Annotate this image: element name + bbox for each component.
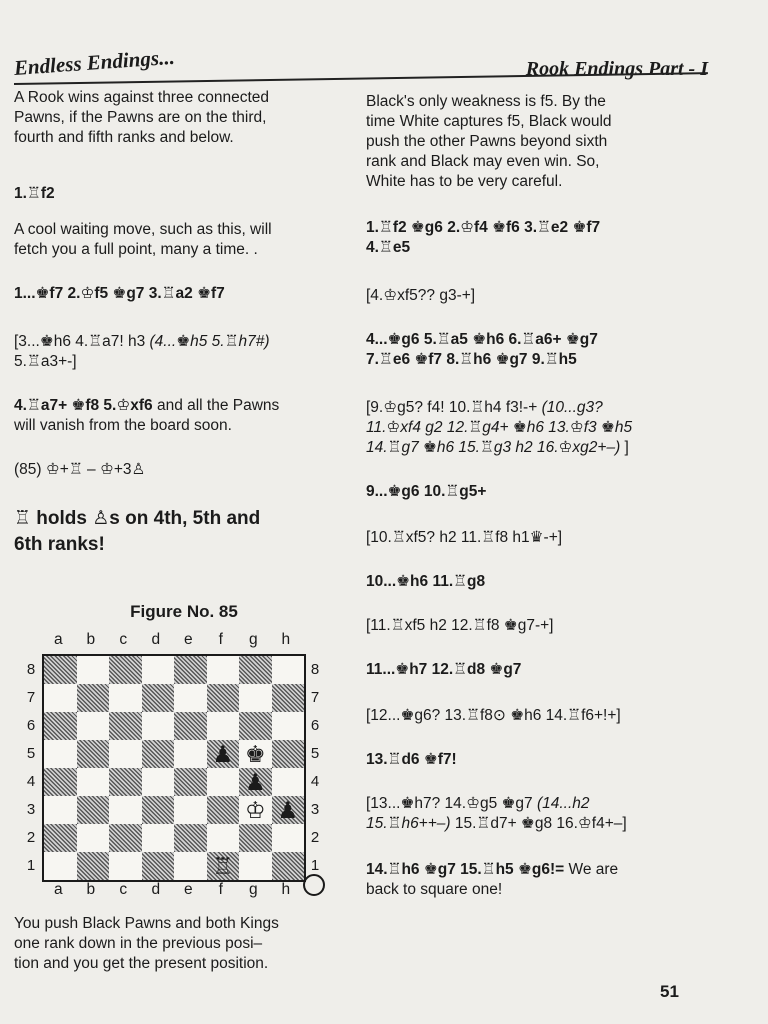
- square-f8: [207, 656, 240, 684]
- file-label: a: [53, 631, 63, 648]
- square-b1: [77, 852, 110, 880]
- square-h1: [272, 852, 305, 880]
- text-line: 5.♖a3+-]: [14, 353, 77, 370]
- rank-label: 7: [26, 689, 36, 706]
- chess-piece-icon: ♟: [277, 796, 299, 823]
- rank-label: 8: [26, 661, 36, 678]
- square-c2: [109, 824, 142, 852]
- move-line: 1.♖f2: [14, 185, 55, 202]
- file-label: b: [86, 881, 96, 898]
- text-span: [3...♚h6 4.♖a7! h3: [14, 333, 150, 350]
- square-e4: [174, 768, 207, 796]
- square-h8: [272, 656, 305, 684]
- book-title: Endless Endings...: [13, 44, 176, 80]
- side-to-move-circle-icon: [303, 874, 325, 896]
- text-span: [13...♚h7? 14.♔g5 ♚g7: [366, 795, 537, 812]
- rank-label: 2: [26, 829, 36, 846]
- square-a7: [44, 684, 77, 712]
- square-g8: [239, 656, 272, 684]
- square-a3: [44, 796, 77, 824]
- rank-label: 6: [310, 717, 320, 734]
- square-e8: [174, 656, 207, 684]
- square-b3: [77, 796, 110, 824]
- rank-label: 5: [26, 745, 36, 762]
- square-c1: [109, 852, 142, 880]
- square-g5: [239, 740, 272, 768]
- text-line: one rank down in the previous posi–: [14, 935, 263, 952]
- square-b4: [77, 768, 110, 796]
- text-line: push the other Pawns beyond sixth: [366, 133, 608, 150]
- chapter-title: Rook Endings Part - I: [525, 58, 708, 80]
- move-line: 11...♚h7 12.♖d8 ♚g7: [366, 661, 522, 678]
- text-line: Pawns, if the Pawns are on the third,: [14, 109, 267, 126]
- move-line: 10...♚h6 11.♖g8: [366, 573, 486, 590]
- square-a5: [44, 740, 77, 768]
- variation-line: [12...♚g6? 13.♖f8⊙ ♚h6 14.♖f6+!+]: [366, 707, 621, 724]
- text-paragraph: [366, 92, 706, 192]
- square-b5: [77, 740, 110, 768]
- rank-label: 1: [310, 857, 320, 874]
- rank-labels-left: [24, 656, 38, 880]
- text-line: 4.♖e5: [366, 239, 411, 256]
- text-line: rank and Black may even win. So,: [366, 153, 600, 170]
- square-f1: [207, 852, 240, 880]
- intro-paragraph: [14, 88, 350, 148]
- square-g1: [239, 852, 272, 880]
- text-span: (14...h2: [536, 795, 590, 812]
- rank-label: 4: [310, 773, 320, 790]
- square-h3: [272, 796, 305, 824]
- text-line: tion and you get the present position.: [14, 955, 269, 972]
- file-label: c: [119, 631, 128, 648]
- text-line: fetch you a full point, many a time. .: [14, 241, 258, 258]
- file-label: d: [151, 631, 161, 648]
- rank-label: 6: [26, 717, 36, 734]
- file-label: b: [86, 631, 96, 648]
- text-line: [366, 794, 706, 814]
- text-span: 15.♖h6++–): [366, 815, 451, 832]
- chess-piece-icon: ♟: [244, 768, 266, 795]
- rank-label: 5: [310, 745, 320, 762]
- square-f2: [207, 824, 240, 852]
- variation-line: [4.♔xf5?? g3-+]: [366, 287, 476, 304]
- square-d5: [142, 740, 175, 768]
- rank-label: 7: [310, 689, 320, 706]
- move-paragraph: [14, 396, 350, 436]
- chess-piece-icon: ♔: [244, 796, 266, 823]
- text-line: White has to be very careful.: [366, 173, 563, 190]
- square-g7: [239, 684, 272, 712]
- text-line: [366, 860, 706, 880]
- square-a1: [44, 852, 77, 880]
- chess-piece-icon: ♚: [244, 740, 266, 767]
- file-label: h: [281, 631, 291, 648]
- square-d4: [142, 768, 175, 796]
- text-line: [14, 332, 350, 352]
- text-line: Black's only weakness is f5. By the: [366, 93, 606, 110]
- square-c5: [109, 740, 142, 768]
- figure-caption: [14, 914, 350, 974]
- square-a8: [44, 656, 77, 684]
- square-b2: [77, 824, 110, 852]
- square-f5: [207, 740, 240, 768]
- chess-piece-icon: ♟: [212, 740, 234, 767]
- text-line: 1.♖f2 ♚g6 2.♔f4 ♚f6 3.♖e2 ♚f7: [366, 219, 601, 236]
- square-d8: [142, 656, 175, 684]
- square-c4: [109, 768, 142, 796]
- file-label: c: [119, 881, 128, 898]
- text-line: 7.♖e6 ♚f7 8.♖h6 ♚g7 9.♖h5: [366, 351, 577, 368]
- text-line: will vanish from the board soon.: [14, 417, 232, 434]
- square-c6: [109, 712, 142, 740]
- move-line: 9...♚g6 10.♖g5+: [366, 483, 487, 500]
- square-d1: [142, 852, 175, 880]
- square-b8: [77, 656, 110, 684]
- file-label: h: [281, 881, 291, 898]
- move-paragraph: [366, 330, 706, 370]
- square-f3: [207, 796, 240, 824]
- file-label: f: [218, 881, 223, 898]
- text-line: [366, 398, 706, 418]
- move-paragraph: [366, 860, 706, 900]
- text-line: fourth and fifth ranks and below.: [14, 129, 234, 146]
- square-h7: [272, 684, 305, 712]
- text-line: [14, 396, 350, 416]
- text-line: [366, 814, 706, 834]
- text-span: and all the Pawns: [152, 397, 280, 414]
- text-line: A Rook wins against three connected: [14, 89, 270, 106]
- note-paragraph: [14, 220, 350, 260]
- square-f4: [207, 768, 240, 796]
- rank-label: 2: [310, 829, 320, 846]
- section-heading: [14, 506, 350, 558]
- variation-line: [11.♖xf5 h2 12.♖f8 ♚g7-+]: [366, 617, 554, 634]
- square-g3: [239, 796, 272, 824]
- file-label: f: [218, 631, 223, 648]
- text-line: [366, 438, 706, 458]
- square-h6: [272, 712, 305, 740]
- square-a2: [44, 824, 77, 852]
- square-h2: [272, 824, 305, 852]
- file-label: g: [248, 631, 258, 648]
- variation-paragraph: [366, 398, 706, 458]
- text-line: 11.♔xf4 g2 12.♖g4+ ♚h6 13.♔f3 ♚h5: [366, 419, 633, 436]
- text-line: ♖ holds ♙s on 4th, 5th and: [14, 508, 261, 529]
- square-h4: [272, 768, 305, 796]
- move-line: 13.♖d6 ♚f7!: [366, 751, 457, 768]
- square-a6: [44, 712, 77, 740]
- square-f7: [207, 684, 240, 712]
- square-g2: [239, 824, 272, 852]
- square-e3: [174, 796, 207, 824]
- text-line: time White captures f5, Black would: [366, 113, 612, 130]
- square-a4: [44, 768, 77, 796]
- text-line: You push Black Pawns and both Kings: [14, 915, 279, 932]
- figure-title: Figure No. 85: [130, 602, 238, 621]
- text-span: [9.♔g5? f4! 10.♖h4 f3!-+: [366, 399, 542, 416]
- text-span: (4...♚h5 5.♖h7#): [149, 333, 270, 350]
- material-summary: (85) ♔+♖ – ♔+3♙: [14, 461, 146, 478]
- text-span: (10...g3?: [541, 399, 603, 416]
- variation-paragraph: [366, 794, 706, 834]
- square-e1: [174, 852, 207, 880]
- square-b6: [77, 712, 110, 740]
- page-number: 51: [660, 982, 679, 1001]
- square-c3: [109, 796, 142, 824]
- move-line: 1...♚f7 2.♔f5 ♚g7 3.♖a2 ♚f7: [14, 285, 225, 302]
- text-span: 15.♖d7+ ♚g8 16.♔f4+–]: [450, 815, 627, 832]
- rank-label: 3: [26, 801, 36, 818]
- square-e6: [174, 712, 207, 740]
- text-span: 14.♖g7 ♚h6 15.♖g3 h2 16.♔xg2+–): [366, 439, 621, 456]
- rank-label: 3: [310, 801, 320, 818]
- text-line: 4...♚g6 5.♖a5 ♚h6 6.♖a6+ ♚g7: [366, 331, 598, 348]
- text-line: A cool waiting move, such as this, will: [14, 221, 272, 238]
- square-e5: [174, 740, 207, 768]
- square-h5: [272, 740, 305, 768]
- text-span: We are: [564, 861, 619, 878]
- file-labels-top: [42, 631, 302, 649]
- square-d2: [142, 824, 175, 852]
- square-c8: [109, 656, 142, 684]
- file-label: g: [248, 881, 258, 898]
- square-c7: [109, 684, 142, 712]
- file-label: d: [151, 881, 161, 898]
- file-label: e: [183, 631, 193, 648]
- square-d3: [142, 796, 175, 824]
- text-span: 14.♖h6 ♚g7 15.♖h5 ♚g6!=: [366, 861, 565, 878]
- square-d7: [142, 684, 175, 712]
- square-d6: [142, 712, 175, 740]
- chess-board: [42, 654, 306, 882]
- variation-line: [10.♖xf5? h2 11.♖f8 h1♛-+]: [366, 529, 563, 546]
- rank-label: 4: [26, 773, 36, 790]
- square-e2: [174, 824, 207, 852]
- square-b7: [77, 684, 110, 712]
- square-g4: [239, 768, 272, 796]
- variation-paragraph: [14, 332, 350, 372]
- text-line: back to square one!: [366, 881, 503, 898]
- rank-label: 8: [310, 661, 320, 678]
- text-span: ]: [620, 439, 629, 456]
- file-label: e: [183, 881, 193, 898]
- text-span: 4.♖a7+ ♚f8 5.♔xf6: [14, 397, 153, 414]
- rank-label: 1: [26, 857, 36, 874]
- file-label: a: [53, 881, 63, 898]
- square-g6: [239, 712, 272, 740]
- file-labels-bottom: [42, 881, 302, 899]
- text-line: 6th ranks!: [14, 534, 105, 555]
- rank-labels-right: [308, 656, 322, 880]
- page-header: [13, 44, 708, 88]
- chess-piece-icon: ♖: [212, 852, 234, 879]
- square-f6: [207, 712, 240, 740]
- move-paragraph: [366, 218, 706, 258]
- square-e7: [174, 684, 207, 712]
